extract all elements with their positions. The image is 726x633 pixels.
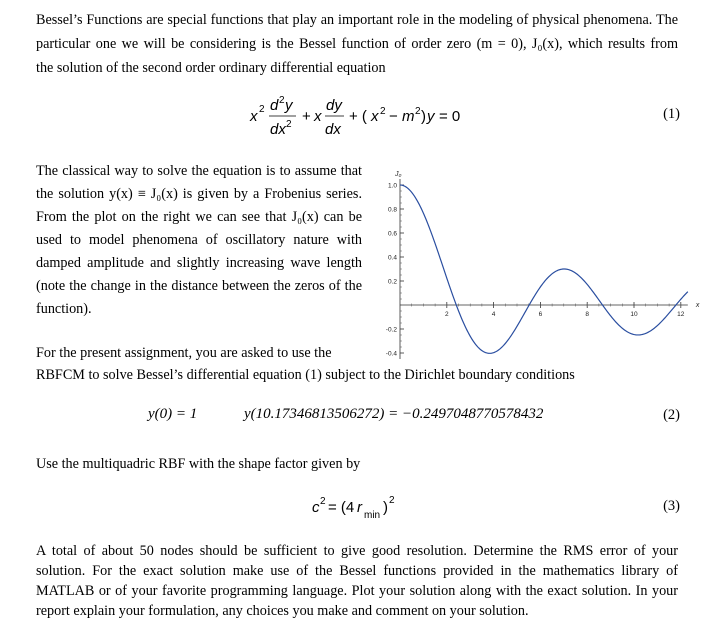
left-paragraph — [36, 160, 362, 321]
svg-text:2: 2 — [389, 495, 395, 506]
y-tick-label: -0.2 — [385, 326, 397, 334]
svg-text:y: y — [427, 108, 435, 125]
y-axis-label: J₀ — [395, 171, 402, 178]
svg-text:+: + — [302, 108, 311, 125]
x-tick-label: 4 — [491, 311, 496, 318]
left-line-5: damped amplitude and slightly increasing wave length — [36, 255, 362, 271]
svg-text:+ (: + ( — [349, 108, 367, 125]
svg-text:c: c — [312, 499, 320, 516]
closing-line-3: MATLAB or of your favorite programming language. Plot your solution along with the exact solution. In your — [36, 583, 678, 599]
equation-3 — [310, 490, 420, 524]
svg-text:dy: dy — [326, 97, 342, 114]
svg-text:x: x — [250, 108, 258, 125]
svg-text:r: r — [357, 499, 362, 516]
svg-text:2: 2 — [320, 496, 326, 507]
equation-1 — [248, 92, 508, 142]
equation-2-right: y(10.17346813506272) = −0.2497048770578432 — [244, 406, 544, 422]
svg-text:2: 2 — [286, 119, 292, 130]
svg-text:d: d — [270, 97, 279, 114]
x-tick-label: 12 — [677, 311, 685, 318]
svg-text:): ) — [383, 499, 388, 516]
svg-text:): ) — [421, 108, 426, 125]
x-tick-label: 2 — [444, 311, 449, 318]
svg-text:x: x — [371, 108, 379, 125]
left-line-3: From the plot on the right we can see that J₀(x) can be — [36, 209, 362, 225]
svg-text:2: 2 — [415, 106, 421, 117]
left-line-1: The classical way to solve the equation is to assume that — [36, 163, 362, 179]
svg-text:2: 2 — [279, 95, 285, 106]
y-tick-label: 1.0 — [387, 182, 397, 190]
equation-1-render — [248, 92, 508, 142]
intro-line-3: the solution of the second order ordinary differential equation — [36, 60, 386, 76]
assignment-line-1: For the present assignment, you are asked to use the — [36, 345, 332, 361]
svg-text:m: m — [402, 108, 415, 125]
equation-3-render — [310, 490, 420, 524]
x-tick-label: 6 — [538, 311, 543, 318]
y-tick-label: 0.8 — [387, 206, 397, 214]
y-tick-label: -0.4 — [385, 350, 397, 358]
svg-text:= (4: = (4 — [328, 499, 355, 516]
closing-line-4: report explain your formulation, any choices you make and comment on your solution. — [36, 603, 529, 619]
svg-text:dx: dx — [270, 121, 286, 138]
svg-text:y: y — [285, 97, 293, 114]
series-line-j0 — [400, 185, 688, 353]
y-tick-label: 0.2 — [387, 278, 397, 286]
bessel-j0-chart — [368, 160, 700, 360]
y-tick-label: 0.4 — [387, 254, 397, 262]
svg-text:−: − — [389, 108, 398, 125]
equation-3-number: (3) — [663, 498, 680, 514]
equation-1-number: (1) — [663, 106, 680, 122]
x-axis-label: x — [695, 302, 700, 309]
svg-text:x: x — [314, 108, 322, 125]
left-line-6: (note the change in the distance between the zeros of the — [36, 278, 362, 294]
x-tick-label: 10 — [630, 311, 638, 318]
assignment-line-2: RBFCM to solve Bessel’s differential equation (1) subject to the Dirichlet boundary conditions — [36, 367, 575, 383]
equation-2-number: (2) — [663, 407, 680, 423]
svg-text:= 0: = 0 — [439, 108, 461, 125]
intro-line-2: particular one we will be considering is the Bessel function of order zero (m = 0), J₀(x), which results from — [36, 36, 678, 52]
left-line-2: the solution y(x) ≡ J₀(x) is given by a Frobenius series. — [36, 186, 362, 202]
closing-line-1: A total of about 50 nodes should be sufficient to give good resolution. Determine the RMS error of your — [36, 543, 678, 559]
svg-text:dx: dx — [325, 121, 341, 138]
rbf-line: Use the multiquadric RBF with the shape factor given by — [36, 456, 361, 472]
x-tick-label: 8 — [585, 311, 590, 318]
svg-text:min: min — [364, 510, 381, 521]
left-line-4: used to model phenomena of oscillatory nature with — [36, 232, 362, 248]
svg-text:2: 2 — [259, 104, 265, 115]
equation-2-left: y(0) = 1 — [148, 406, 198, 422]
svg-text:2: 2 — [380, 106, 386, 117]
intro-line-1: Bessel’s Functions are special functions that play an important role in the modeling of physical phenomena. The — [36, 12, 678, 28]
closing-line-2: solution. For the exact solution make use of the Bessel functions provided in the mathematics library of — [36, 563, 678, 579]
left-line-7: function). — [36, 301, 92, 317]
y-tick-label: 0.6 — [387, 230, 397, 238]
